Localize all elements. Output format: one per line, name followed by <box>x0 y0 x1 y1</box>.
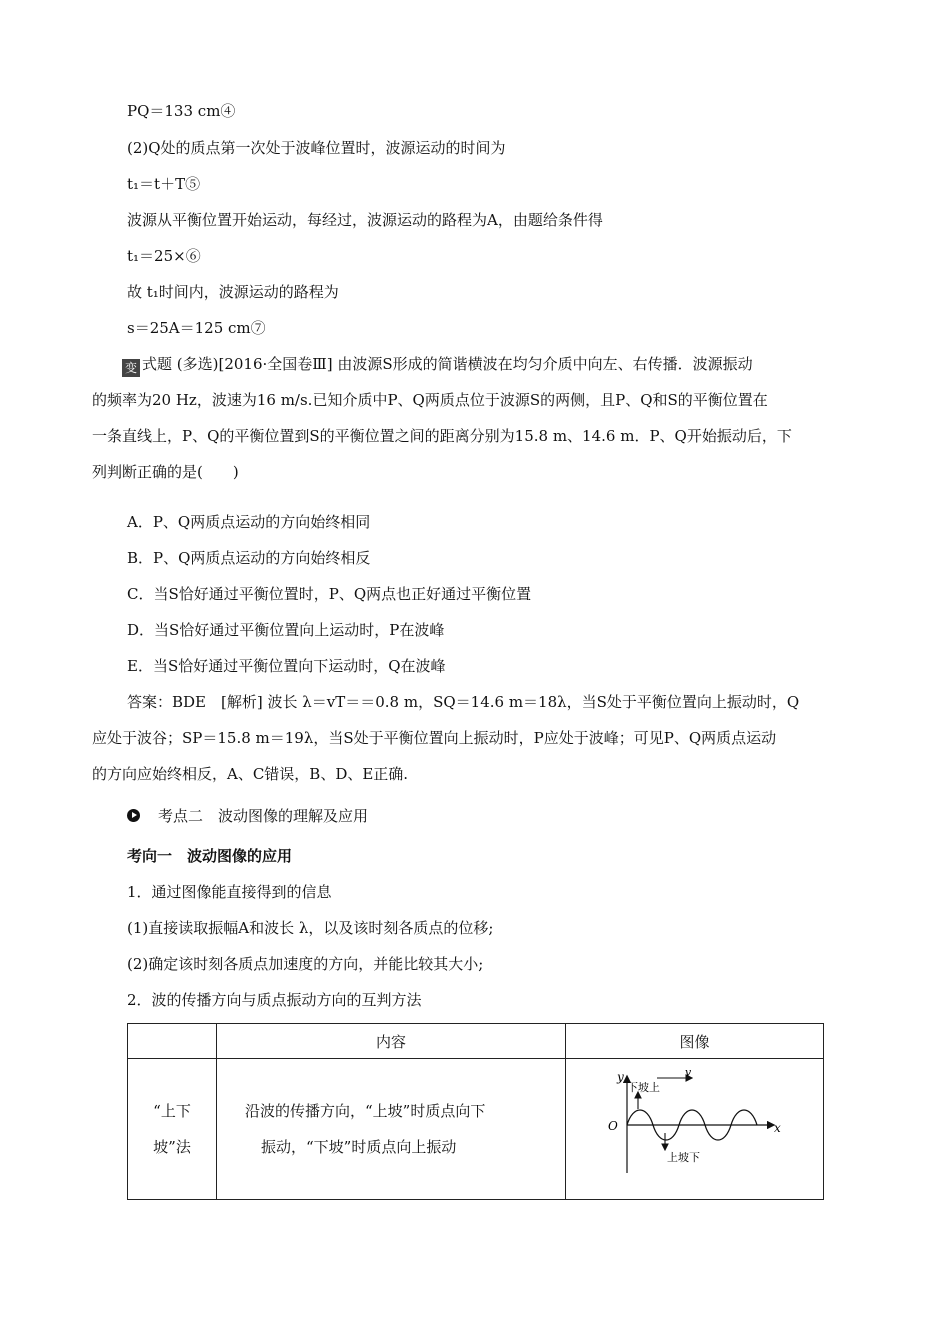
answer-block <box>92 684 858 792</box>
x-axis-label: x <box>773 1121 781 1135</box>
section-heading: 考点二 波动图像的理解及应用 <box>127 806 368 826</box>
text-line: 波源从平衡位置开始运动，每经过，波源运动的路程为A，由题给条件得 <box>127 211 603 229</box>
wave-figure <box>595 1067 795 1187</box>
subsection-heading: 考向一 波动图像的应用 <box>127 847 293 865</box>
table-header-cell: 内容 <box>217 1024 566 1059</box>
option-a: A．P、Q两质点运动的方向始终相同 <box>127 513 371 531</box>
list-item: (2)确定该时刻各质点加速度的方向，并能比较其大小; <box>127 955 484 973</box>
upslope-down-label: 上坡下 <box>666 1151 700 1164</box>
content-cell: 沿波的传播方向，“上坡”时质点向下 振动，“下坡”时质点向上振动 <box>217 1059 566 1200</box>
text-line: (2)Q处的质点第一次处于波峰位置时，波源运动的时间为 <box>127 139 506 157</box>
variant-badge-icon: 变 <box>122 359 140 377</box>
problem-statement <box>92 346 858 490</box>
list-item: 2．波的传播方向与质点振动方向的互判方法 <box>127 991 422 1009</box>
answer-line: 答案：BDE [解析] 波长 λ＝vT＝＝0.8 m，SQ＝14.6 m＝18λ，当S处于平衡位置向上振动时，Q <box>127 693 800 711</box>
method-table <box>127 1023 824 1200</box>
downslope-up-label: 下坡上 <box>626 1081 660 1094</box>
origin-label: O <box>607 1119 618 1133</box>
table-header-row <box>128 1024 824 1059</box>
option-d: D．当S恰好通过平衡位置向上运动时，P在波峰 <box>127 621 445 639</box>
figure-cell <box>566 1059 824 1200</box>
answer-line: 的方向应始终相反，A、C错误，B、D、E正确. <box>92 765 409 783</box>
table-row <box>128 1059 824 1200</box>
table-header-cell: 图像 <box>566 1024 824 1059</box>
answer-line: 应处于波谷；SP＝15.8 m＝19λ，当S处于平衡位置向上振动时，P应处于波峰；可见P、Q两质点运动 <box>92 729 777 747</box>
y-axis-label: y <box>616 1070 624 1084</box>
list-item: 1．通过图像能直接得到的信息 <box>127 883 332 901</box>
equation-t1: t₁＝t＋T⑤ <box>127 175 201 193</box>
equation-s: s＝25A＝125 cm⑦ <box>127 319 266 337</box>
equation-t1-value: t₁＝25×⑥ <box>127 247 201 265</box>
problem-line: 一条直线上，P、Q的平衡位置到S的平衡位置之间的距离分别为15.8 m、14.6 m．P、Q开始振动后，下 <box>92 427 792 445</box>
table-header-cell <box>128 1024 217 1059</box>
play-bullet-icon <box>127 809 140 822</box>
equation-pq: PQ＝133 cm④ <box>127 102 236 120</box>
row-label-cell: “上下 坡”法 <box>128 1059 217 1200</box>
option-e: E．当S恰好通过平衡位置向下运动时，Q在波峰 <box>127 657 446 675</box>
problem-line: 的频率为20 Hz，波速为16 m/s.已知介质中P、Q两质点位于波源S的两侧，且P、Q和S的平衡位置在 <box>92 391 768 409</box>
velocity-label: v <box>684 1067 691 1079</box>
problem-line: 变 式题 (多选)[2016·全国卷Ⅲ] 由波源S形成的简谐横波在均匀介质中向左、右传播．波源振动 <box>92 346 858 382</box>
problem-line: 列判断正确的是( ) <box>92 463 239 481</box>
option-b: B．P、Q两质点运动的方向始终相反 <box>127 549 371 567</box>
text-line: 故 t₁时间内，波源运动的路程为 <box>127 283 339 301</box>
option-c: C．当S恰好通过平衡位置时，P、Q两点也正好通过平衡位置 <box>127 585 532 603</box>
list-item: (1)直接读取振幅A和波长 λ，以及该时刻各质点的位移; <box>127 919 494 937</box>
